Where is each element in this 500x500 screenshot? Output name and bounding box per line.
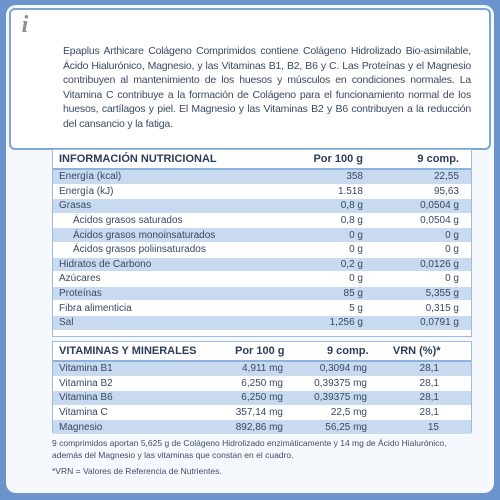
vitamin-row [53,420,471,435]
nutrition-per100: 1,256 g [329,317,363,329]
nutrition-name: Azúcares [59,273,101,285]
nutrition-header-per100: Por 100 g [313,153,363,165]
nutrition-row [53,214,471,229]
nutrition-name: Grasas [59,200,92,212]
vitamin-row [53,362,471,377]
nutrition-per100: 0,8 g [340,215,363,227]
vitamin-vrn: 28,1 [419,407,439,419]
nutrition-row [53,258,471,273]
vitamin-name: Vitamina B6 [59,392,113,404]
nutrition-row [53,228,471,243]
nutrition-name: Ácidos grasos poliinsaturados [73,244,206,256]
nutrition-per9: 22,55 [433,171,459,183]
vitamins-header-per100: Por 100 g [235,345,285,357]
vitamins-table [52,341,472,433]
nutrition-per100: 0,8 g [340,200,363,212]
nutrition-row [53,287,471,302]
nutrition-row [53,272,471,287]
nutrition-row [53,170,471,185]
vitamins-header-name: VITAMINAS Y MINERALES [59,345,197,357]
nutrition-name: Ácidos grasos saturados [73,215,183,227]
vitamins-header-per9: 9 comp. [326,345,369,357]
vitamin-per9: 0,3094 mg [319,363,367,375]
nutrition-row [53,243,471,258]
nutrition-name: Ácidos grasos monoinsaturados [73,229,216,241]
nutrition-per100: 0 g [349,273,363,285]
vitamin-per9: 0,39375 mg [314,377,367,389]
vitamins-header-row [53,342,471,362]
vitamin-row [53,377,471,392]
vitamins-header-vrn: VRN (%)* [392,345,441,357]
nutrition-table [52,149,472,337]
nutrition-per9: 0 g [445,229,459,241]
vitamin-vrn: 15 [427,421,439,433]
vitamin-vrn: 28,1 [419,377,439,389]
vitamin-per100: 357,14 mg [235,407,283,419]
nutrition-per9: 0,0791 g [420,317,459,329]
product-description: Epaplus Arthicare Colágeno Comprimidos contiene Colágeno Hidrolizado Bio-asimilable, Ácido Hialurónico, Magnesio, y las Vitaminas B1, B2, B6 y C. Las Proteínas y el Magnesio contribuyen al mantenimiento de los huesos y músculos en condiciones normales. La Vitamina C contribuye a la formación de Colágeno para el funcionamiento normal de los huesos, cartílagos y piel. El Magnesio y las Vitaminas B2 y B6 contribuyen a la reducción del cansancio y la fatiga. [63,45,471,130]
nutrition-per100: 85 g [343,288,363,300]
nutrition-per9: 95,63 [433,185,459,197]
vitamin-name: Magnesio [59,421,103,433]
nutrition-per100: 0 g [349,229,363,241]
description-box [9,8,491,150]
vitamin-name: Vitamina B1 [59,363,113,375]
vitamin-name: Vitamina B2 [59,377,113,389]
vitamin-per9: 56,25 mg [325,421,367,433]
vitamin-row [53,391,471,406]
nutrition-name: Energía (kJ) [59,185,114,197]
footnote-composition: 9 comprimidos aportan 5,625 g de Colágeno Hidrolizado enzimáticamente y 14 mg de Ácido Hialurónico, además del Magnesio y las vitaminas que constan en el cuadro. [52,438,447,460]
nutrition-row [53,185,471,200]
nutrition-per9: 0,0504 g [420,215,459,227]
vitamin-per9: 22,5 mg [330,407,367,419]
nutrition-name: Sal [59,317,74,329]
footnote-vrn: *VRN = Valores de Referencia de Nutrientes. [52,466,222,476]
nutrition-name: Hidratos de Carbono [59,258,152,270]
nutrition-per9: 0,0126 g [420,258,459,270]
nutrition-header-per9: 9 comp. [417,153,459,165]
info-icon: i [21,11,29,38]
footnotes [52,438,472,478]
nutrition-row [53,316,471,331]
vitamin-per100: 6,250 mg [241,377,283,389]
nutrition-per9: 0 g [445,244,459,256]
vitamin-per9: 0,39375 mg [314,392,367,404]
vitamin-row [53,406,471,421]
vitamin-vrn: 28,1 [419,392,439,404]
vitamin-per100: 6,250 mg [241,392,283,404]
nutrition-header-name: INFORMACIÓN NUTRICIONAL [59,153,217,165]
nutrition-row [53,301,471,316]
nutrition-per9: 5,355 g [425,288,459,300]
nutrition-per9: 0,315 g [425,302,459,314]
vitamin-per100: 4,911 mg [242,363,283,375]
nutrition-per100: 0 g [349,244,363,256]
nutrition-header-row [53,150,471,170]
nutrition-per100: 1.518 [337,185,363,197]
nutrition-per100: 5 g [349,302,363,314]
nutrition-name: Energía (kcal) [59,171,122,183]
nutrition-name: Proteínas [59,288,102,300]
nutrition-row [53,199,471,214]
nutrition-name: Fibra alimenticia [59,302,132,314]
nutrition-per100: 0,2 g [340,258,363,270]
nutrition-per9: 0,0504 g [420,200,459,212]
vitamin-name: Vitamina C [59,407,108,419]
vitamin-per100: 892,86 mg [235,421,283,433]
nutrition-per100: 358 [346,171,363,183]
vitamin-vrn: 28,1 [419,363,439,375]
nutrition-per9: 0 g [445,273,459,285]
